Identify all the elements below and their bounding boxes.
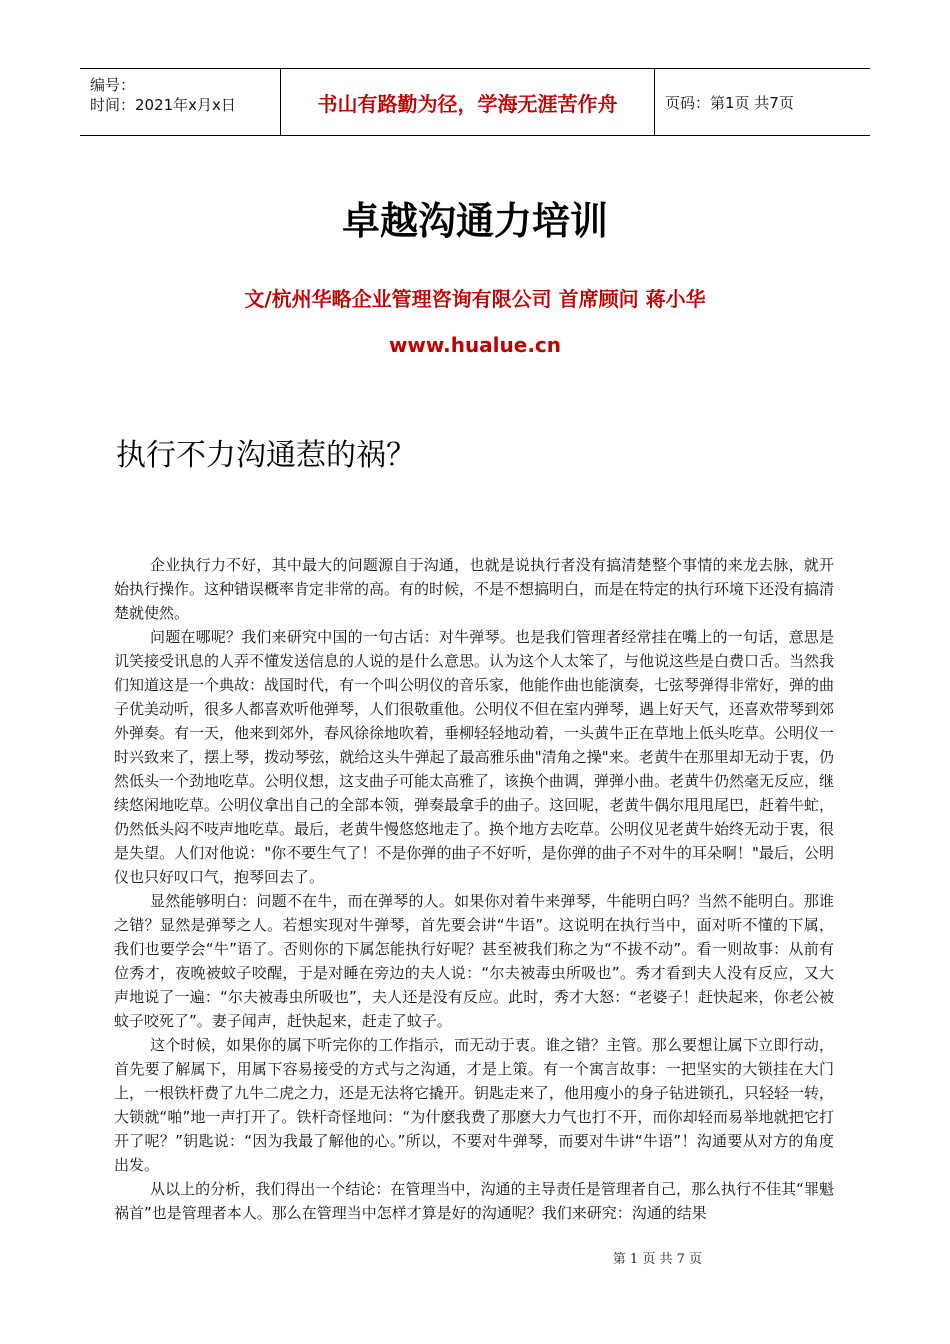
document-time-label: 时间：2021年x月x日 (90, 96, 236, 114)
author-byline: 文/杭州华略企业管理咨询有限公司 首席顾问 蒋小华 (244, 287, 706, 311)
section-title: 执行不力沟通惹的祸？ (116, 438, 416, 473)
paragraph-3: 显然能够明白：问题不在牛，而在弹琴的人。如果你对着牛来弹琴，牛能明白吗？当然不能明白。那谁之错？显然是弹琴之人。若想实现对牛弹琴，首先要会讲“牛语”。这说明在执行当中，面对听不懂的下属，我们也要学会“牛”语了。否则你的下属怎能执行好呢？甚至被我们称之为“不拔不动”。看一则故事：从前有位秀才，夜晚被蚊子咬醒，于是对睡在旁边的夫人说：“尔夫被毒虫所吸也”。秀才看到夫人没有反应，又大声地说了一遍：“尔夫被毒虫所吸也”，夫人还是没有反应。此时，秀才大怒：“老婆子！赶快起来，你老公被蚊子咬死了”。妻子闻声，赶快起来，赶走了蚊子。 (114, 892, 834, 1030)
paragraph-1: 企业执行力不好，其中最大的问题源自于沟通，也就是说执行者没有搞清楚整个事情的来龙去脉，就开始执行操作。这种错误概率肯定非常的高。有的时候，不是不想搞明白，而是在特定的执行环境下还没有搞清楚就使然。 (114, 556, 835, 622)
header-page-info: 页码：第1页 共7页 (665, 93, 794, 112)
document-number-label: 编号： (90, 76, 136, 94)
page-footer: 第 1 页 共 7 页 (612, 1252, 702, 1267)
body-text (114, 553, 834, 1225)
paragraph-4: 这个时候，如果你的属下听完你的工作指示，而无动于衷。谁之错？主管。那么要想让属下立即行动，首先要了解属下，用属下容易接受的方式与之沟通，才是上策。有一个寓言故事：一把坚实的大锁挂在大门上，一根铁杆费了九牛二虎之力，还是无法将它撬开。钥匙走来了，他用瘦小的身子钻进锁孔，只轻轻一转，大锁就“啪”地一声打开了。铁杆奇怪地问：“为什麽我费了那麽大力气也打不开，而你却轻而易举地就把它打开了呢？”钥匙说：“因为我最了解他的心。”所以，不要对牛弹琴，而要对牛讲“牛语”！沟通要从对方的角度出发。 (114, 1036, 835, 1174)
paragraph-2: 问题在哪呢？我们来研究中国的一句古话：对牛弹琴。也是我们管理者经常挂在嘴上的一句话，意思是讥笑接受讯息的人弄不懂发送信息的人说的是什么意思。认为这个人太笨了，与他说这些是白费口舌。当然我们知道这是一个典故：战国时代，有一个叫公明仪的音乐家，他能作曲也能演奏，七弦琴弹得非常好，弹的曲子优美动听，很多人都喜欢听他弹琴，人们很敬重他。公明仪不但在室内弹琴，遇上好天气，还喜欢带琴到郊外弹奏。有一天，他来到郊外，春风徐徐地吹着，垂柳轻轻地动着，一头黄牛正在草地上低头吃草。公明仪一时兴致来了，摆上琴，拨动琴弦，就给这头牛弹起了最高雅乐曲"清角之操"来。老黄牛在那里却无动于衷，仍然低头一个劲地吃草。公明仪想，这支曲子可能太高雅了，该换个曲调，弹弹小曲。老黄牛仍然毫无反应，继续悠闲地吃草。公明仪拿出自己的全部本领，弹奏最拿手的曲子。这回呢，老黄牛偶尔甩甩尾巴，赶着牛虻，仍然低头闷不吱声地吃草。最后，老黄牛慢悠悠地走了。换个地方去吃草。公明仪见老黄牛始终无动于衷，很是失望。人们对他说："你不要生气了！不是你弹的曲子不好听，是你弹的曲子不对牛的耳朵啊！"最后，公明仪也只好叹口气，抱琴回去了。 (114, 628, 835, 886)
header-table (80, 68, 870, 136)
website-link[interactable]: www.hualue.cn (388, 333, 562, 357)
header-motto: 书山有路勤为径，学海无涯苦作舟 (281, 69, 655, 135)
document-title: 卓越沟通力培训 (341, 199, 608, 243)
header-meta-cell (80, 69, 281, 135)
paragraph-5: 从以上的分析，我们得出一个结论：在管理当中，沟通的主导责任是管理者自己，那么执行不佳其“罪魁祸首”也是管理者本人。那么在管理当中怎样才算是好的沟通呢？我们来研究：沟通的结果 (114, 1180, 834, 1222)
